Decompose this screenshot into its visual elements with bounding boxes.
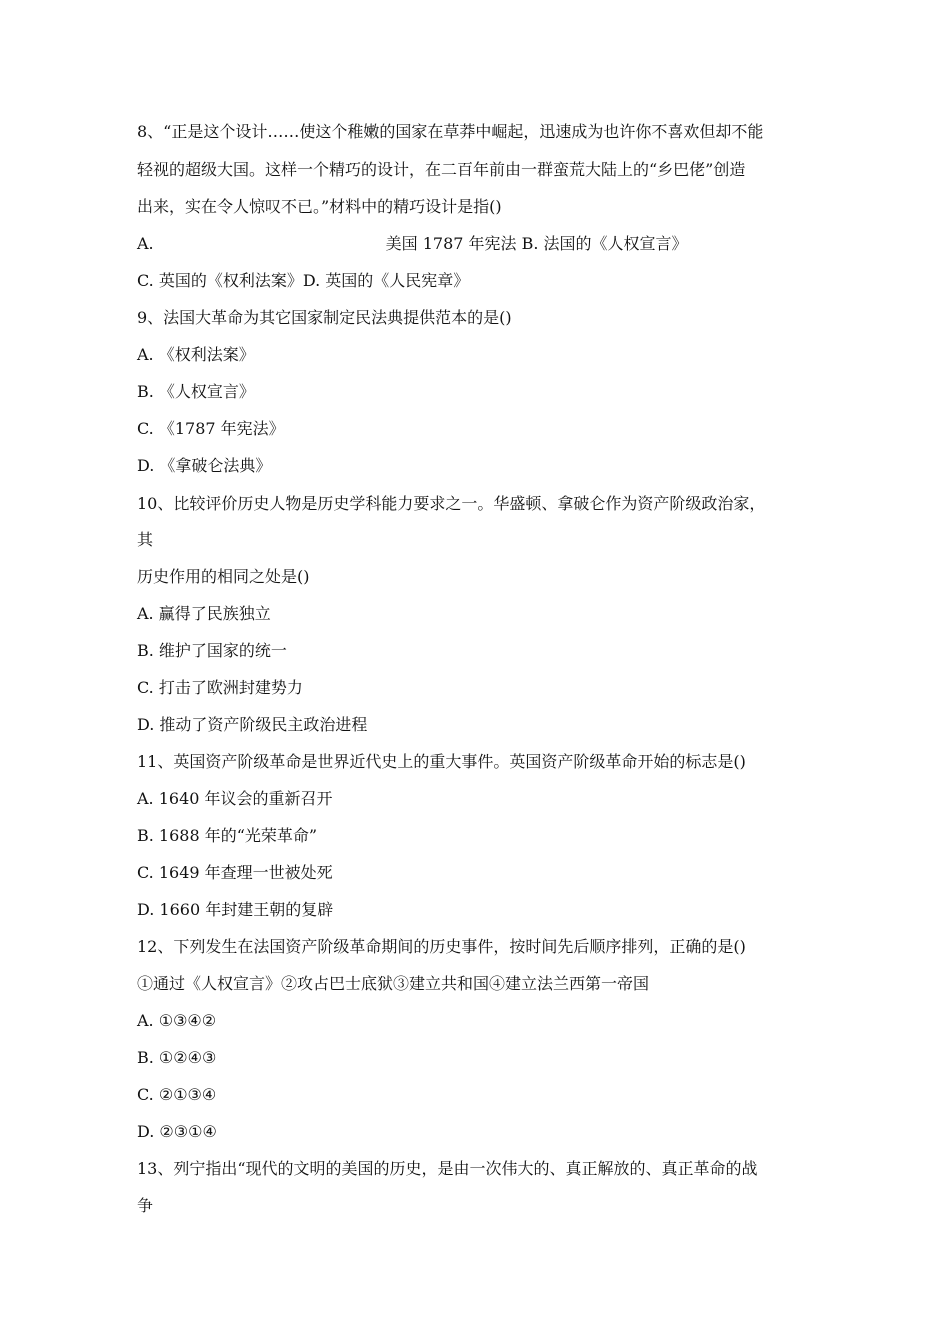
q9-option-a: A. 《权利法案》 xyxy=(137,345,255,364)
q9-option-b: B. 《人权宣言》 xyxy=(137,382,255,401)
q8-stem-line-3: 出来，实在令人惊叹不已。”材料中的精巧设计是指() xyxy=(137,197,502,216)
q10-option-d: D. 推动了资产阶级民主政治进程 xyxy=(137,715,368,734)
q10-stem-line-2: 其 xyxy=(137,530,154,549)
q9-stem: 9、法国大革命为其它国家制定民法典提供范本的是() xyxy=(137,308,512,327)
q9-option-c: C. 《1787 年宪法》 xyxy=(137,419,285,438)
q8-option-cd: C. 英国的《权利法案》D. 英国的《人民宪章》 xyxy=(137,271,470,290)
q12-option-d: D. ②③①④ xyxy=(137,1122,217,1141)
q13-stem-line-1: 13、列宁指出“现代的文明的美国的历史，是由一次伟大的、真正解放的、真正革命的战 xyxy=(137,1159,758,1178)
q11-stem: 11、英国资产阶级革命是世界近代史上的重大事件。英国资产阶级革命开始的标志是() xyxy=(137,752,746,771)
q8-stem-line-1: 8、“正是这个设计……使这个稚嫩的国家在草莽中崛起，迅速成为也许你不喜欢但却不能 xyxy=(137,122,764,141)
q12-stem-line-2: ①通过《人权宣言》②攻占巴士底狱③建立共和国④建立法兰西第一帝国 xyxy=(137,974,650,993)
q8-option-a-letter: A. xyxy=(137,234,154,253)
q12-option-c: C. ②①③④ xyxy=(137,1085,217,1104)
q8-option-ab-text: 美国 1787 年宪法 B. 法国的《人权宣言》 xyxy=(385,234,688,253)
q11-option-c: C. 1649 年查理一世被处死 xyxy=(137,863,333,882)
q10-stem-line-1: 10、比较评价历史人物是历史学科能力要求之一。华盛顿、拿破仑作为资产阶级政治家， xyxy=(137,494,766,513)
q10-option-c: C. 打击了欧洲封建势力 xyxy=(137,678,303,697)
q12-option-b: B. ①②④③ xyxy=(137,1048,217,1067)
q13-stem-line-2: 争 xyxy=(137,1196,154,1215)
q8-stem-line-2: 轻视的超级大国。这样一个精巧的设计，在二百年前由一群蛮荒大陆上的“乡巴佬”创造 xyxy=(137,160,746,179)
q11-option-b: B. 1688 年的“光荣革命” xyxy=(137,826,318,845)
q10-option-b: B. 维护了国家的统一 xyxy=(137,641,287,660)
q11-option-d: D. 1660 年封建王朝的复辟 xyxy=(137,900,334,919)
q12-option-a: A. ①③④② xyxy=(137,1011,217,1030)
q8-option-ab xyxy=(137,234,688,254)
q9-option-d: D. 《拿破仑法典》 xyxy=(137,456,272,475)
q11-option-a: A. 1640 年议会的重新召开 xyxy=(137,789,333,808)
q12-stem-line-1: 12、下列发生在法国资产阶级革命期间的历史事件，按时间先后顺序排列，正确的是() xyxy=(137,937,746,956)
q10-stem-line-3: 历史作用的相同之处是() xyxy=(137,567,310,586)
q10-option-a: A. 赢得了民族独立 xyxy=(137,604,271,623)
